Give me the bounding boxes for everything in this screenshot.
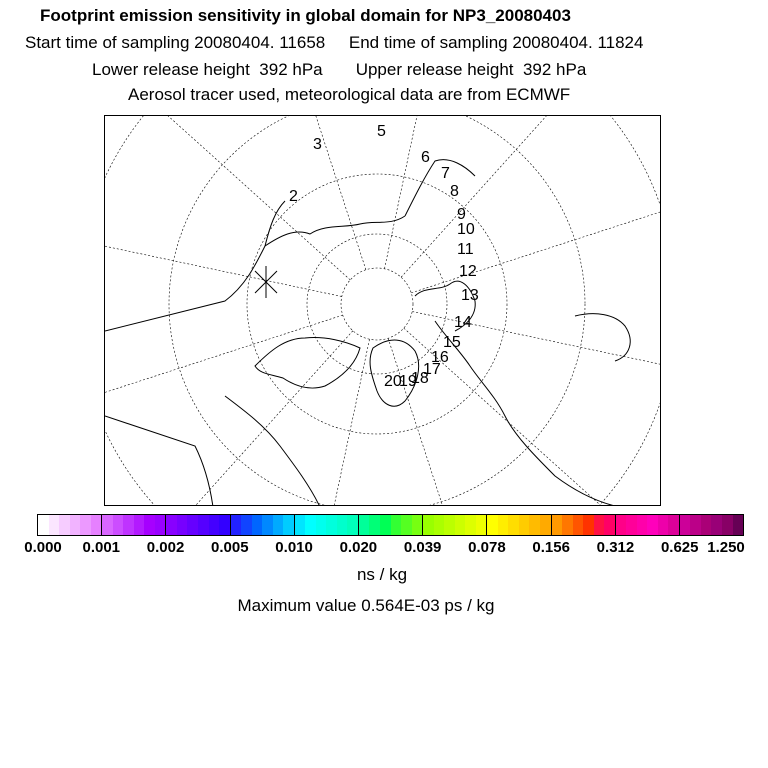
end-label: End time of sampling [348,33,508,52]
colorbar-tick-label: 0.625 [660,539,699,556]
colorbar-swatch [626,515,637,535]
colorbar-swatch [273,515,284,535]
colorbar-swatch [594,515,605,535]
upper-label: Upper release height [355,60,514,79]
lat-circle-40 [105,116,661,506]
traj-label: 17 [423,361,441,378]
traj-label: 8 [450,183,459,200]
colorbar-segment [552,515,616,535]
colorbar-segment [38,515,102,535]
lower-value: 392 hPa [259,60,323,79]
colorbar-tick-label: 0.020 [339,539,378,556]
meridian-line [105,315,343,489]
colorbar-swatch [241,515,252,535]
colorbar-swatch [305,515,316,535]
colorbar-swatch [262,515,273,535]
colorbar-segment [680,515,743,535]
meridian-line [105,179,342,296]
lat-circle-50 [169,116,585,506]
colorbar-swatch [498,515,509,535]
polar-map [104,115,661,506]
colorbar-swatch [434,515,445,535]
traj-label: 14 [454,314,472,331]
colorbar-swatch [733,515,744,535]
start-label: Start time of sampling [25,33,190,52]
meridian-line [411,119,661,293]
coast-alaska-east [575,314,630,361]
colorbar-swatch [562,515,573,535]
meridian-line [192,116,366,270]
colorbar-segment [166,515,230,535]
colorbar-swatch [38,515,49,535]
maximum-label: Maximum value [237,596,357,615]
traj-label: 15 [443,334,461,351]
colorbar-swatch [722,515,733,535]
traj-label: 9 [457,206,466,223]
traj-label: 18 [411,370,429,387]
colorbar-segment [487,515,551,535]
colorbar-swatch [198,515,209,535]
start-value: 20080404. 11658 [194,33,326,52]
traj-label: 7 [441,165,450,182]
lat-circle-70 [307,234,447,374]
colorbar-swatch [690,515,701,535]
colorbar-swatch [391,515,402,535]
colorbar-swatch [423,515,434,535]
traj-label: 3 [313,136,322,153]
coast-north-america [435,321,615,506]
colorbar-swatch [177,515,188,535]
sampling-time-line [25,33,768,53]
colorbar-tick-label: 0.078 [468,539,506,556]
colorbar-swatch [252,515,263,535]
map-svg [105,116,661,506]
release-height-line [92,60,768,80]
colorbar-swatch [573,515,584,535]
meridian-line [401,116,661,277]
colorbar-swatch [583,515,594,535]
colorbar-swatch [316,515,327,535]
units-label: ns / kg [356,565,408,584]
tracer-line: Aerosol tracer used, meteorological data are from ECMWF [128,85,571,104]
colorbar-tick-label: 0.000 [24,539,62,556]
colorbar-swatch [529,515,540,535]
coast-asia [105,201,285,331]
colorbar-segment [295,515,359,535]
colorbar-tick-label: 0.039 [403,539,442,556]
colorbar-swatch [552,515,563,535]
colorbar-swatch [647,515,658,535]
colorbar-tick-label: 0.001 [82,539,121,556]
colorbar-swatch [701,515,712,535]
traj-label: 2 [289,188,298,205]
lower-label: Lower release height [92,60,250,79]
lat-circle-80 [341,268,413,340]
colorbar-swatch [668,515,679,535]
coast-europe [225,396,320,506]
colorbar-swatch [123,515,134,535]
colorbar-tick-label: 0.010 [275,539,313,556]
colorbar-swatch [508,515,519,535]
colorbar-swatch [412,515,423,535]
traj-label: 19 [399,373,417,390]
traj-label: 20 [384,373,402,390]
colorbar-tick-label: 0.156 [532,539,570,556]
colorbar-segment [359,515,423,535]
meridians [105,116,661,506]
colorbar-tick-label: 0.005 [211,539,249,556]
colorbar-swatch [80,515,91,535]
colorbar-swatch [455,515,466,535]
colorbar-segment [616,515,680,535]
colorbar-swatch [380,515,391,535]
lat-circle-60 [247,174,507,434]
colorbar-swatch [134,515,145,535]
colorbar-swatch [231,515,242,535]
colorbar-swatch [476,515,487,535]
colorbar-swatch [465,515,476,535]
maximum-value-line [0,596,750,616]
traj-label: 10 [457,221,475,238]
coast-siberia [265,216,405,246]
colorbar-swatch [219,515,230,535]
colorbar-swatch [540,515,551,535]
colorbar-swatch [487,515,498,535]
maximum-value: 0.564E-03 ps / kg [361,596,495,615]
colorbar-swatch [337,515,348,535]
colorbar-swatch [59,515,70,535]
colorbar-swatch [401,515,412,535]
colorbar-swatch [359,515,370,535]
colorbar-tick-label: 0.002 [146,539,185,556]
colorbar-swatch [70,515,81,535]
colorbar-swatch [711,515,722,535]
traj-label: 12 [459,263,477,280]
colorbar-tick-label: 0.312 [596,539,635,556]
colorbar-tick-label: 1.250 [707,539,745,556]
colorbar-segment [102,515,166,535]
colorbar-swatch [347,515,358,535]
colorbar-swatch [637,515,648,535]
colorbar-segment [423,515,487,535]
colorbar-swatch [102,515,113,535]
colorbar-swatch [144,515,155,535]
colorbar-swatch [326,515,337,535]
traj-label: 5 [377,123,386,140]
traj-label: 11 [457,241,474,258]
colorbar-swatch [49,515,60,535]
colorbar-swatch [369,515,380,535]
colorbar-swatch [283,515,294,535]
colorbar [37,514,744,536]
upper-value: 392 hPa [522,60,587,79]
trajectory-labels [289,123,479,390]
end-value: 20080404. 11824 [512,33,644,52]
colorbar-swatch [155,515,166,535]
colorbar-swatch [604,515,615,535]
meridian-line [412,311,661,428]
colorbar-swatch [444,515,455,535]
coast-scandinavia [255,338,360,388]
traj-label: 13 [461,287,479,304]
traj-label: 16 [431,349,449,366]
colorbar-swatch [91,515,102,535]
coastlines [105,160,630,506]
colorbar-swatch [519,515,530,535]
colorbar-swatch [166,515,177,535]
colorbar-swatch [113,515,124,535]
colorbar-swatch [187,515,198,535]
colorbar-segment [231,515,295,535]
plot-title: Footprint emission sensitivity in global domain for NP3_20080403 [40,6,571,25]
traj-label: 6 [421,149,430,166]
colorbar-swatch [616,515,627,535]
colorbar-swatch [658,515,669,535]
latitude-circles [105,116,661,506]
colorbar-swatch [680,515,691,535]
colorbar-swatch [209,515,220,535]
meridian-line [388,338,562,506]
colorbar-swatch [295,515,306,535]
